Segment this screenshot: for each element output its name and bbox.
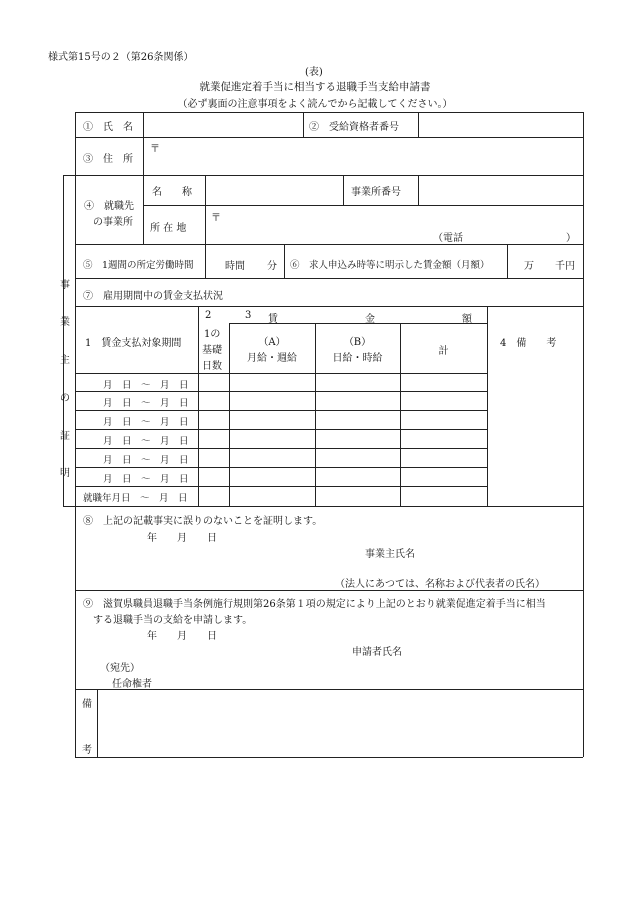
col3-c3: 額: [462, 314, 472, 325]
col3-c2: 金: [365, 314, 375, 325]
form-title: 就業促進定着手当に相当する退職手当支給申請書: [199, 81, 431, 93]
application-statement: ⑨ 滋賀県職員退職手当条例施行規則第26条第１項の規定により上記のとおり就業促進定着手当に相当: [83, 599, 546, 610]
col3a-l1: （A）: [258, 337, 286, 348]
thousand-yen-unit: 千円: [555, 261, 575, 272]
name-field[interactable]: [147, 113, 302, 136]
table-row: 月 日 ～ 月 日: [103, 436, 189, 447]
col3-c1: 賃: [268, 314, 278, 325]
table-row: 月 日 ～ 月 日: [103, 417, 189, 428]
office-number-label: 事業所番号: [351, 187, 401, 198]
employer-label-line2: の事業所: [93, 217, 133, 228]
man-unit: 万: [524, 261, 534, 272]
company-name-field[interactable]: [208, 177, 341, 203]
col2-l3: 日数: [202, 361, 222, 372]
certification-statement: ⑧ 上記の記載事実に誤りのないことを証明します。: [83, 516, 323, 527]
col3a-l2: 月給・週給: [247, 353, 297, 364]
wage-status-label: ⑦ 雇用期間中の賃金支払状況: [83, 291, 223, 302]
weekly-hours-label: ⑤ 1週間の所定労働時間: [83, 260, 194, 271]
office-number-field[interactable]: [421, 177, 581, 203]
application-statement-2: する退職手当の支給を申請します。: [93, 615, 253, 626]
table-row: 月 日 ～ 月 日: [103, 380, 189, 391]
application-date: 年 月 日: [147, 631, 217, 642]
employer-name-label: 事業主氏名: [365, 549, 415, 560]
col2-number: 2: [205, 310, 212, 321]
table-row: 就職年月日 ～ 月 日: [83, 493, 188, 504]
table-row: 月 日 ～ 月 日: [103, 398, 189, 409]
addressee-label: （宛先）: [100, 663, 140, 674]
col3b-l1: （B）: [343, 337, 372, 348]
hours-unit: 時間: [225, 261, 245, 272]
location-field[interactable]: [208, 207, 581, 243]
corporation-note: （法人にあつては、名称および代表者の氏名）: [335, 579, 545, 590]
remarks-c1: 備: [82, 699, 92, 710]
form-subtitle: （必ず裏面の注意事項をよく読んでから記載してください。）: [177, 99, 453, 110]
col-remarks: 4 備 考: [500, 338, 557, 349]
postal-mark: 〒: [150, 144, 160, 155]
col3c-total: 計: [438, 346, 449, 357]
side-label: (表): [305, 67, 323, 78]
applicant-name-label: 申請者氏名: [352, 647, 402, 658]
form-number: 様式第15号の２（第26条関係）: [48, 52, 194, 63]
location-label: 所 在 地: [150, 223, 187, 234]
col3-number: 3: [245, 310, 252, 321]
cert-number-label: ② 受給資格者番号: [309, 122, 399, 133]
address-field[interactable]: [147, 138, 581, 174]
phone-close: ）: [566, 233, 576, 244]
table-row: 月 日 ～ 月 日: [103, 474, 189, 485]
employer-label: ④ 就職先: [84, 201, 134, 212]
col2-l1: 1の: [204, 329, 221, 340]
postal-mark-2: 〒: [211, 213, 221, 224]
address-label: ③ 住 所: [83, 154, 133, 165]
remarks-c2: 考: [82, 745, 92, 756]
offered-wage-label: ⑥ 求人申込み時等に明示した賃金額（月額）: [290, 260, 490, 271]
appointing-authority: 任命権者: [112, 679, 152, 690]
col3b-l2: 日給・時給: [332, 353, 383, 364]
minutes-unit: 分: [267, 261, 277, 272]
cert-date: 年 月 日: [147, 533, 217, 544]
company-name-label: 名 称: [152, 187, 192, 198]
col-pay-period: 1 賃金支払対象期間: [85, 338, 182, 349]
cert-number-field[interactable]: [421, 113, 581, 136]
col2-l2: 基礎: [202, 345, 222, 356]
phone-label: （電話: [433, 233, 463, 244]
remarks-field[interactable]: [99, 690, 581, 756]
table-row: 月 日 ～ 月 日: [103, 455, 189, 466]
name-label: ① 氏 名: [83, 122, 133, 133]
